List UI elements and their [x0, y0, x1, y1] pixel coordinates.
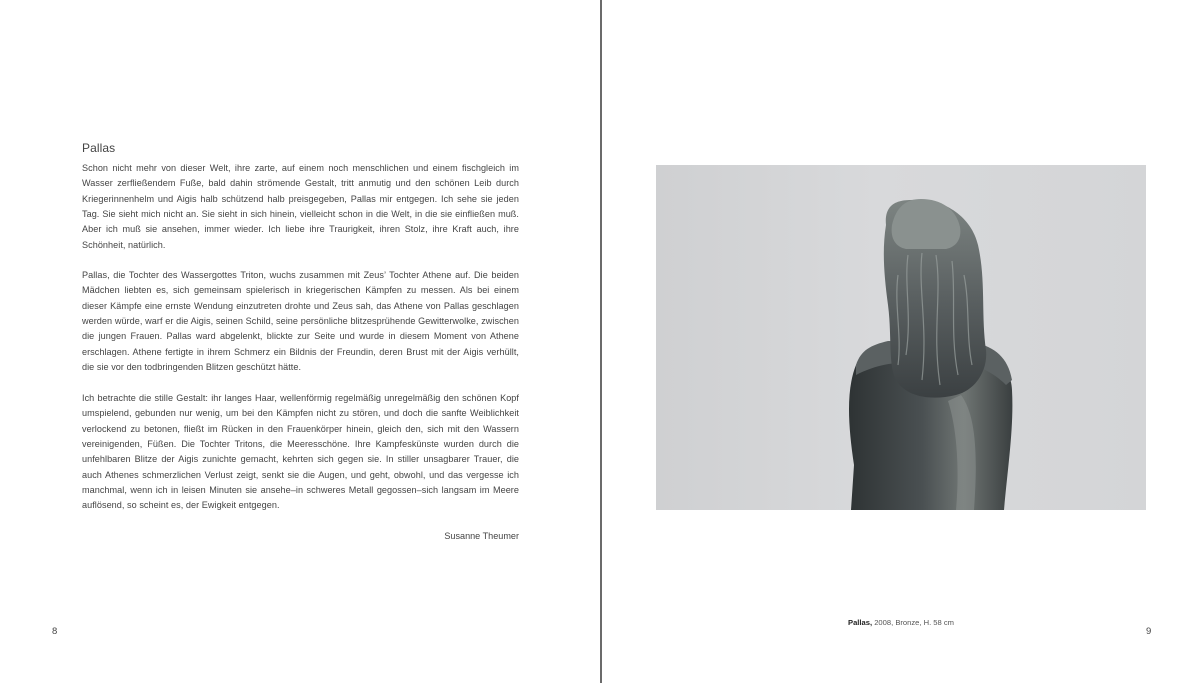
caption-title: Pallas, — [848, 618, 873, 627]
sculpture-photo — [656, 165, 1146, 510]
essay-paragraph-3: Ich betrachte die stille Gestalt: ihr langes Haar, wellenförmig regelmäßig unregelmäßig den schönen Kopf umspielend, gebunden nur wenig, um bei den Kämpfen nicht zu stören, und doch die sanfte Weiblichkeit verlockend zu betonen, fließt im Rücken in den Frauenkörper hinein, gleich den, sich mit den Wassern vereinigenden, Füßen. Die Tochter Tritons, die Meeresschöne. Ihre Kampfeskünste wurden durch die unfehlbaren Blitze der Aigis zunichte gemacht, kehrten sich gegen sie. In stiller unsagbarer Trauer, die auch Athenes schmerzlichen Verlust zeigt, senkt sie die Augen, und geht, obwohl, und das vergesse ich manchmal, wenn ich in leisen Minuten sie ansehe–in schweres Metall gegossen–sich langsam im Meere auflösend, so scheint es, der Ewigkeit entgegen. — [82, 393, 519, 511]
page-number-right: 9 — [1146, 626, 1152, 637]
page-number-left: 8 — [52, 626, 58, 637]
caption-details: 2008, Bronze, H. 58 cm — [872, 618, 954, 627]
photo-caption — [656, 618, 1146, 627]
essay-paragraph-2: Pallas, die Tochter des Wassergottes Triton, wuchs zusammen mit Zeus’ Tochter Athene auf. Die beiden Mädchen liebten es, sich gemeinsam spielerisch in kriegerischen Kämpfen zu messen. Als bei einem dieser Kämpfe eine ernste Wendung einzutreten drohte und Zeus sah, das Athene von Pallas geschlagen werden würde, warf er die Aigis, seinen Schild, seine persönliche blitzesprühende Gewitterwolke, zwischen die jungen Frauen. Pallas ward abgelenkt, blickte zur Seite und wurde in diesem Moment von Athene erschlagen. Athene fertigte in ihrem Schmerz ein Bildnis der Freundin, deren Brust mit der Aigis verhüllt, die sie vor den todbringenden Blitzen geschützt hätte. — [82, 270, 519, 373]
essay-title: Pallas — [82, 141, 116, 155]
essay-paragraph-1: Schon nicht mehr von dieser Welt, ihre zarte, auf einem noch menschlichen und einem fischgleich im Wasser zerfließendem Fuße, bald dahin strömende Gestalt, tritt anmutig und den schönen Leib durch Kriegerinnenhelm und Aigis halb schützend halb preisgegeben, Pallas mir entgegen. Ich sehe sie jeden Tag. Sie sieht mich nicht an. Sie sieht in sich hinein, vielleicht schon in die Welt, in die sie einfließen muß. Aber ich muß sie ansehen, immer wieder. Ich liebe ihre Traurigkeit, ihren Stolz, ihre Kraft auch, ihre Schönheit, natürlich. — [82, 163, 519, 250]
bronze-figure-image — [656, 165, 1146, 510]
author-name: Susanne Theumer — [444, 531, 519, 541]
